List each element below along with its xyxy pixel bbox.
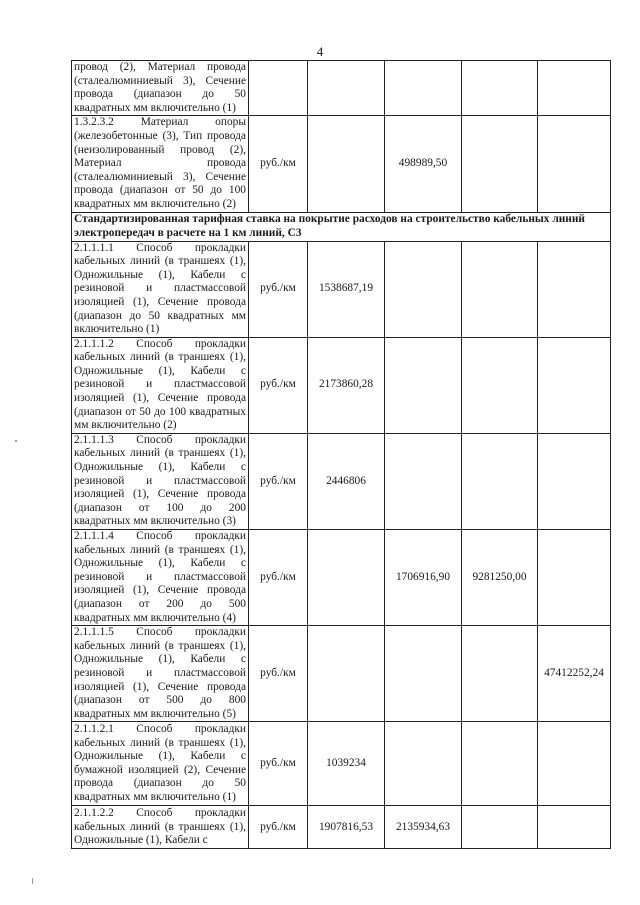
row-description: 2.1.1.1.5 Способ прокладки кабельных линий (в траншеях (1), Одножильные (1), Кабели с резиновой и пластмассовой изоляцией (1), Сечение провода (диапазон от 500 до 800 квадратных мм включительно (5) [72,626,249,722]
row-description: 1.3.2.3.2 Материал опоры (железобетонные (3), Тип провода (неизолированный провод (2), Материал провода (сталеалюминиевый 3), Сечение провода (диапазон от 50 до 100 квадратных мм включительно (2) [72,116,249,212]
row-value-3 [462,61,538,116]
row-value-1: 1039234 [308,722,385,806]
row-value-4: 47412252,24 [538,626,611,722]
row-value-4 [538,61,611,116]
row-value-2 [385,722,462,806]
row-unit: руб./км [249,241,308,337]
row-unit: руб./км [249,722,308,806]
row-value-4 [538,530,611,626]
table-row [72,61,611,116]
row-value-2 [385,433,462,529]
row-unit: руб./км [249,530,308,626]
row-value-2 [385,626,462,722]
row-unit: руб./км [249,806,308,849]
row-description: 2.1.1.1.3 Способ прокладки кабельных линий (в траншеях (1), Одножильные (1), Кабели с резиновой и пластмассовой изоляцией (1), Сечение провода (диапазон от 100 до 200 квадратных мм включительно (3) [72,433,249,529]
row-value-1 [308,626,385,722]
row-unit [249,61,308,116]
row-value-3: 9281250,00 [462,530,538,626]
row-value-4 [538,722,611,806]
row-value-1 [308,530,385,626]
row-value-1: 2446806 [308,433,385,529]
table-row [72,806,611,849]
row-value-3 [462,241,538,337]
row-description: 2.1.1.1.2 Способ прокладки кабельных линий (в траншеях (1), Одножильные (1), Кабели с резиновой и пластмассовой изоляцией (1), Сечение провода (диапазон от 50 до 100 квадратных мм включительно (2) [72,337,249,433]
row-value-2: 2135934,63 [385,806,462,849]
row-value-2: 1706916,90 [385,530,462,626]
row-description: 2.1.1.1.1 Способ прокладки кабельных линий (в траншеях (1), Одножильные (1), Кабели с резиновой и пластмассовой изоляцией (1), Сечение провода (диапазон до 50 квадратных мм включительно (1) [72,241,249,337]
row-value-4 [538,806,611,849]
row-value-2 [385,241,462,337]
row-value-4 [538,241,611,337]
table-row [72,626,611,722]
row-unit: руб./км [249,433,308,529]
table-row [72,530,611,626]
scan-speck [15,440,17,442]
row-description: 2.1.1.2.1 Способ прокладки кабельных линий (в траншеях (1), Одножильные (1), Кабели с бумажной изоляцией (2), Сечение провода (диапазон до 50 квадратных мм включительно (1) [72,722,249,806]
section-header-row [72,212,611,241]
table-row [72,722,611,806]
row-value-3 [462,626,538,722]
row-value-2 [385,61,462,116]
table-row [72,116,611,212]
row-value-1 [308,116,385,212]
row-value-3 [462,722,538,806]
table-row [72,337,611,433]
row-description: 2.1.1.2.2 Способ прокладки кабельных линий (в траншеях (1), Одножильные (1), Кабели с [72,806,249,849]
row-value-3 [462,116,538,212]
row-value-1: 1538687,19 [308,241,385,337]
row-description: провод (2), Материал провода (сталеалюминиевый 3), Сечение провода (диапазон до 50 квадратных мм включительно (1) [72,61,249,116]
row-value-4 [538,433,611,529]
row-value-1: 2173860,28 [308,337,385,433]
row-value-4 [538,337,611,433]
row-value-4 [538,116,611,212]
row-value-1 [308,61,385,116]
row-value-2: 498989,50 [385,116,462,212]
row-value-3 [462,433,538,529]
table-row [72,433,611,529]
row-unit: руб./км [249,116,308,212]
row-value-3 [462,806,538,849]
table-row [72,241,611,337]
row-value-3 [462,337,538,433]
row-value-2 [385,337,462,433]
row-unit: руб./км [249,626,308,722]
section-header: Стандартизированная тарифная ставка на покрытие расходов на строительство кабельных линий электропередач в расчете на 1 км линий, С3 [72,212,611,241]
scan-speck [32,878,33,884]
row-description: 2.1.1.1.4 Способ прокладки кабельных линий (в траншеях (1), Одножильные (1), Кабели с резиновой и пластмассовой изоляцией (1), Сечение провода (диапазон от 200 до 500 квадратных мм включительно (4) [72,530,249,626]
tariff-table [71,60,611,849]
row-unit: руб./км [249,337,308,433]
row-value-1: 1907816,53 [308,806,385,849]
page-number: 4 [316,44,324,59]
